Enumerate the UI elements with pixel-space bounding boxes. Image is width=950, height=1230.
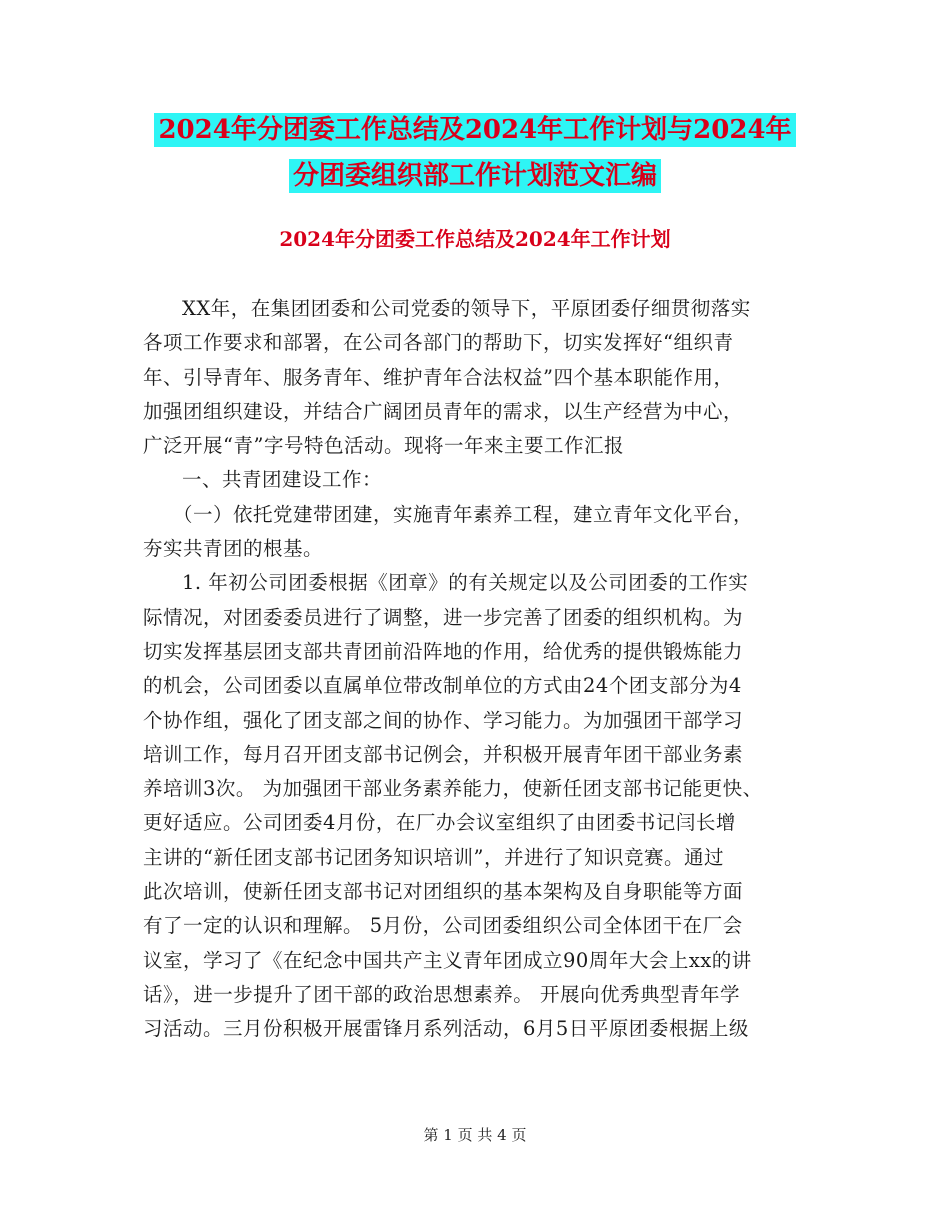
paragraph-line: 加强团组织建设，并结合广阔团员青年的需求，以生产经营为中心， — [143, 399, 744, 423]
section-heading-line: 一、共青团建设工作： — [182, 468, 383, 492]
paragraph-line: 此次培训，使新任团支部书记对团组织的基本架构及自身职能等方面 — [143, 880, 744, 904]
paragraph-line: 的机会，公司团委以直属单位带改制单位的方式由24个团支部分为4 — [143, 674, 742, 698]
body-text — [143, 292, 823, 1047]
paragraph-line: 有了一定的认识和理解。 5月份，公司团委组织公司全体团干在厂会 — [143, 914, 743, 938]
paragraph-line: 广泛开展“青”字号特色活动。现将一年来主要工作汇报 — [143, 434, 624, 458]
paragraph-line: 1. 年初公司团委根据《团章》的有关规定以及公司团委的工作实 — [182, 571, 749, 595]
paragraph-line: 习活动。三月份积极开展雷锋月系列活动，6月5日平原团委根据上级 — [143, 1017, 749, 1041]
paragraph-line: XX年，在集团团委和公司党委的领导下，平原团委仔细贯彻落实 — [182, 297, 751, 320]
main-title-line-2: 分团委组织部工作计划范文汇编 — [0, 156, 950, 196]
paragraph-line: 夯实共青团的根基。 — [143, 537, 324, 561]
paragraph-line: 际情况，对团委委员进行了调整，进一步完善了团委的组织机构。为 — [143, 605, 744, 629]
page-number-footer: 第 1 页 共 4 页 — [423, 1126, 527, 1144]
paragraph-line: 养培训3次。 为加强团干部业务素养能力，使新任团支部书记能更快、 — [143, 777, 763, 801]
paragraph-line: 主讲的“新任团支部书记团务知识培训”，并进行了知识竞赛。通过 — [143, 845, 724, 869]
paragraph-line: 议室，学习了《在纪念中国共产主义青年团成立90周年大会上xx的讲 — [143, 948, 752, 972]
paragraph-line: 培训工作，每月召开团支部书记例会，并积极开展青年团干部业务素 — [143, 742, 744, 766]
paragraph-line: 话》，进一步提升了团干部的政治思想素养。 开展向优秀典型青年学 — [143, 982, 740, 1006]
paragraph-line: 更好适应。公司团委4月份，在厂办会议室组织了由团委书记闫长增 — [143, 811, 736, 835]
section-title: 2024年分团委工作总结及2024年工作计划 — [279, 227, 671, 251]
paragraph-line: 个协作组，强化了团支部之间的协作、学习能力。为加强团干部学习 — [143, 708, 744, 732]
main-title-line-1: 2024年分团委工作总结及2024年工作计划与2024年 — [0, 110, 950, 150]
paragraph-line: 各项工作要求和部署，在公司各部门的帮助下，切实发挥好“组织青 — [143, 331, 734, 355]
subsection-heading-line: （一）依托党建带团建，实施青年素养工程，建立青年文化平台， — [173, 502, 754, 526]
paragraph-line: 年、引导青年、服务青年、维护青年合法权益”四个基本职能作用， — [143, 365, 734, 389]
paragraph-line: 切实发挥基层团支部共青团前沿阵地的作用，给优秀的提供锻炼能力 — [143, 639, 744, 663]
